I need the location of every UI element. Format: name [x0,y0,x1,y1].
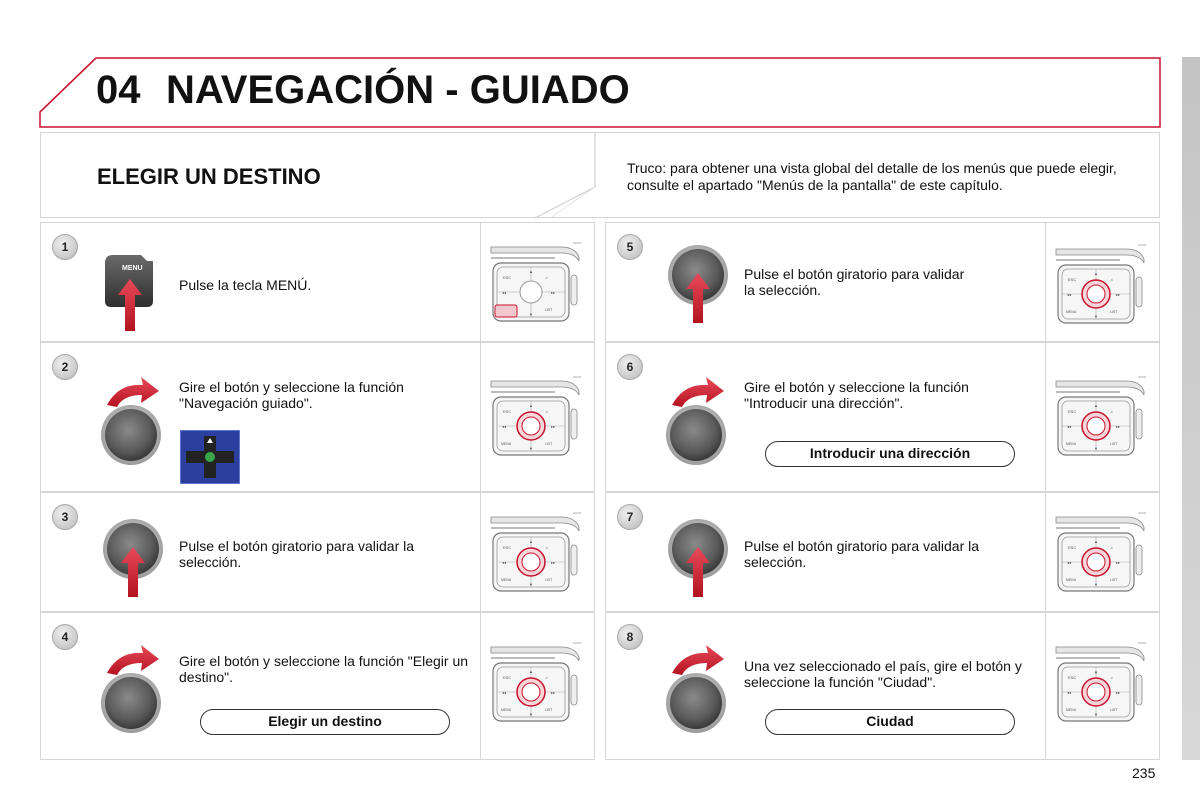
press-dial-icon [98,511,168,601]
step-8 [605,612,1160,760]
step-text: Pulse la tecla MENÚ. [179,277,312,293]
control-panel-thumbnail [480,493,594,611]
dial-highlight [489,505,589,595]
step-text: Gire el botón y seleccione la función "Navegación guiado". [179,379,404,411]
control-panel-thumbnail [480,613,594,759]
step-number: 6 [617,354,643,380]
chapter-number: 04 [96,68,141,112]
step-number: 1 [52,234,78,260]
dial-highlight [1054,237,1154,327]
step-number: 4 [52,624,78,650]
menu-key-label: MENU [122,265,143,272]
step-text: Gire el botón y seleccione la función "Elegir un destino". [179,653,469,685]
control-panel-thumbnail [1045,613,1159,759]
step-7 [605,492,1160,612]
dial-highlight [1054,635,1154,725]
dial-highlight [489,369,589,459]
chapter-title: NAVEGACIÓN - GUIADO [166,68,630,112]
step-number: 7 [617,504,643,530]
step-2 [40,342,595,492]
menu-option-introducir-una-direccion: Introducir una dirección [765,441,1015,467]
control-panel-thumbnail [1045,343,1159,491]
step-3 [40,492,595,612]
control-panel-thumbnail [480,223,594,341]
step-5 [605,222,1160,342]
step-4 [40,612,595,760]
chapter-side-tab [1182,57,1200,760]
control-panel-thumbnail [1045,223,1159,341]
section-title: ELEGIR UN DESTINO [97,164,321,189]
step-text: Pulse el botón giratorio para validar la selección. [744,538,980,570]
step-6 [605,342,1160,492]
step-number: 2 [52,354,78,380]
rotate-dial-icon [664,373,734,473]
step-number: 8 [617,624,643,650]
step-number: 5 [617,234,643,260]
page-number: 235 [1132,765,1156,781]
step-text: Una vez seleccionado el país, gire el botón y seleccione la función "Ciudad". [744,658,1022,690]
navigation-crossroad-icon [180,430,240,484]
step-number: 3 [52,504,78,530]
menu-option-elegir-un-destino: Elegir un destino [200,709,450,735]
step-text: Pulse el botón giratorio para validar la selección. [744,266,965,298]
rotate-dial-icon [99,373,169,473]
tip-text: Truco: para obtener una vista global del detalle de los menús que puede elegir, consulte el apartado "Menús de la pantalla" de este capítulo. [627,160,1117,193]
menu-key-highlight [489,235,589,325]
rotate-dial-icon [99,641,169,741]
menu-option-ciudad: Ciudad [765,709,1015,735]
step-text: Gire el botón y seleccione la función "Introducir una dirección". [744,379,969,411]
dial-highlight [489,635,589,725]
control-panel-thumbnail [1045,493,1159,611]
step-text: Pulse el botón giratorio para validar la selección. [179,538,415,570]
press-dial-icon [663,237,733,327]
folded-corner-divider [530,132,600,219]
rotate-dial-icon [664,641,734,741]
press-dial-icon [663,511,733,601]
control-panel-thumbnail [480,343,594,491]
dial-highlight [1054,369,1154,459]
step-1 [40,222,595,342]
dial-highlight [1054,505,1154,595]
